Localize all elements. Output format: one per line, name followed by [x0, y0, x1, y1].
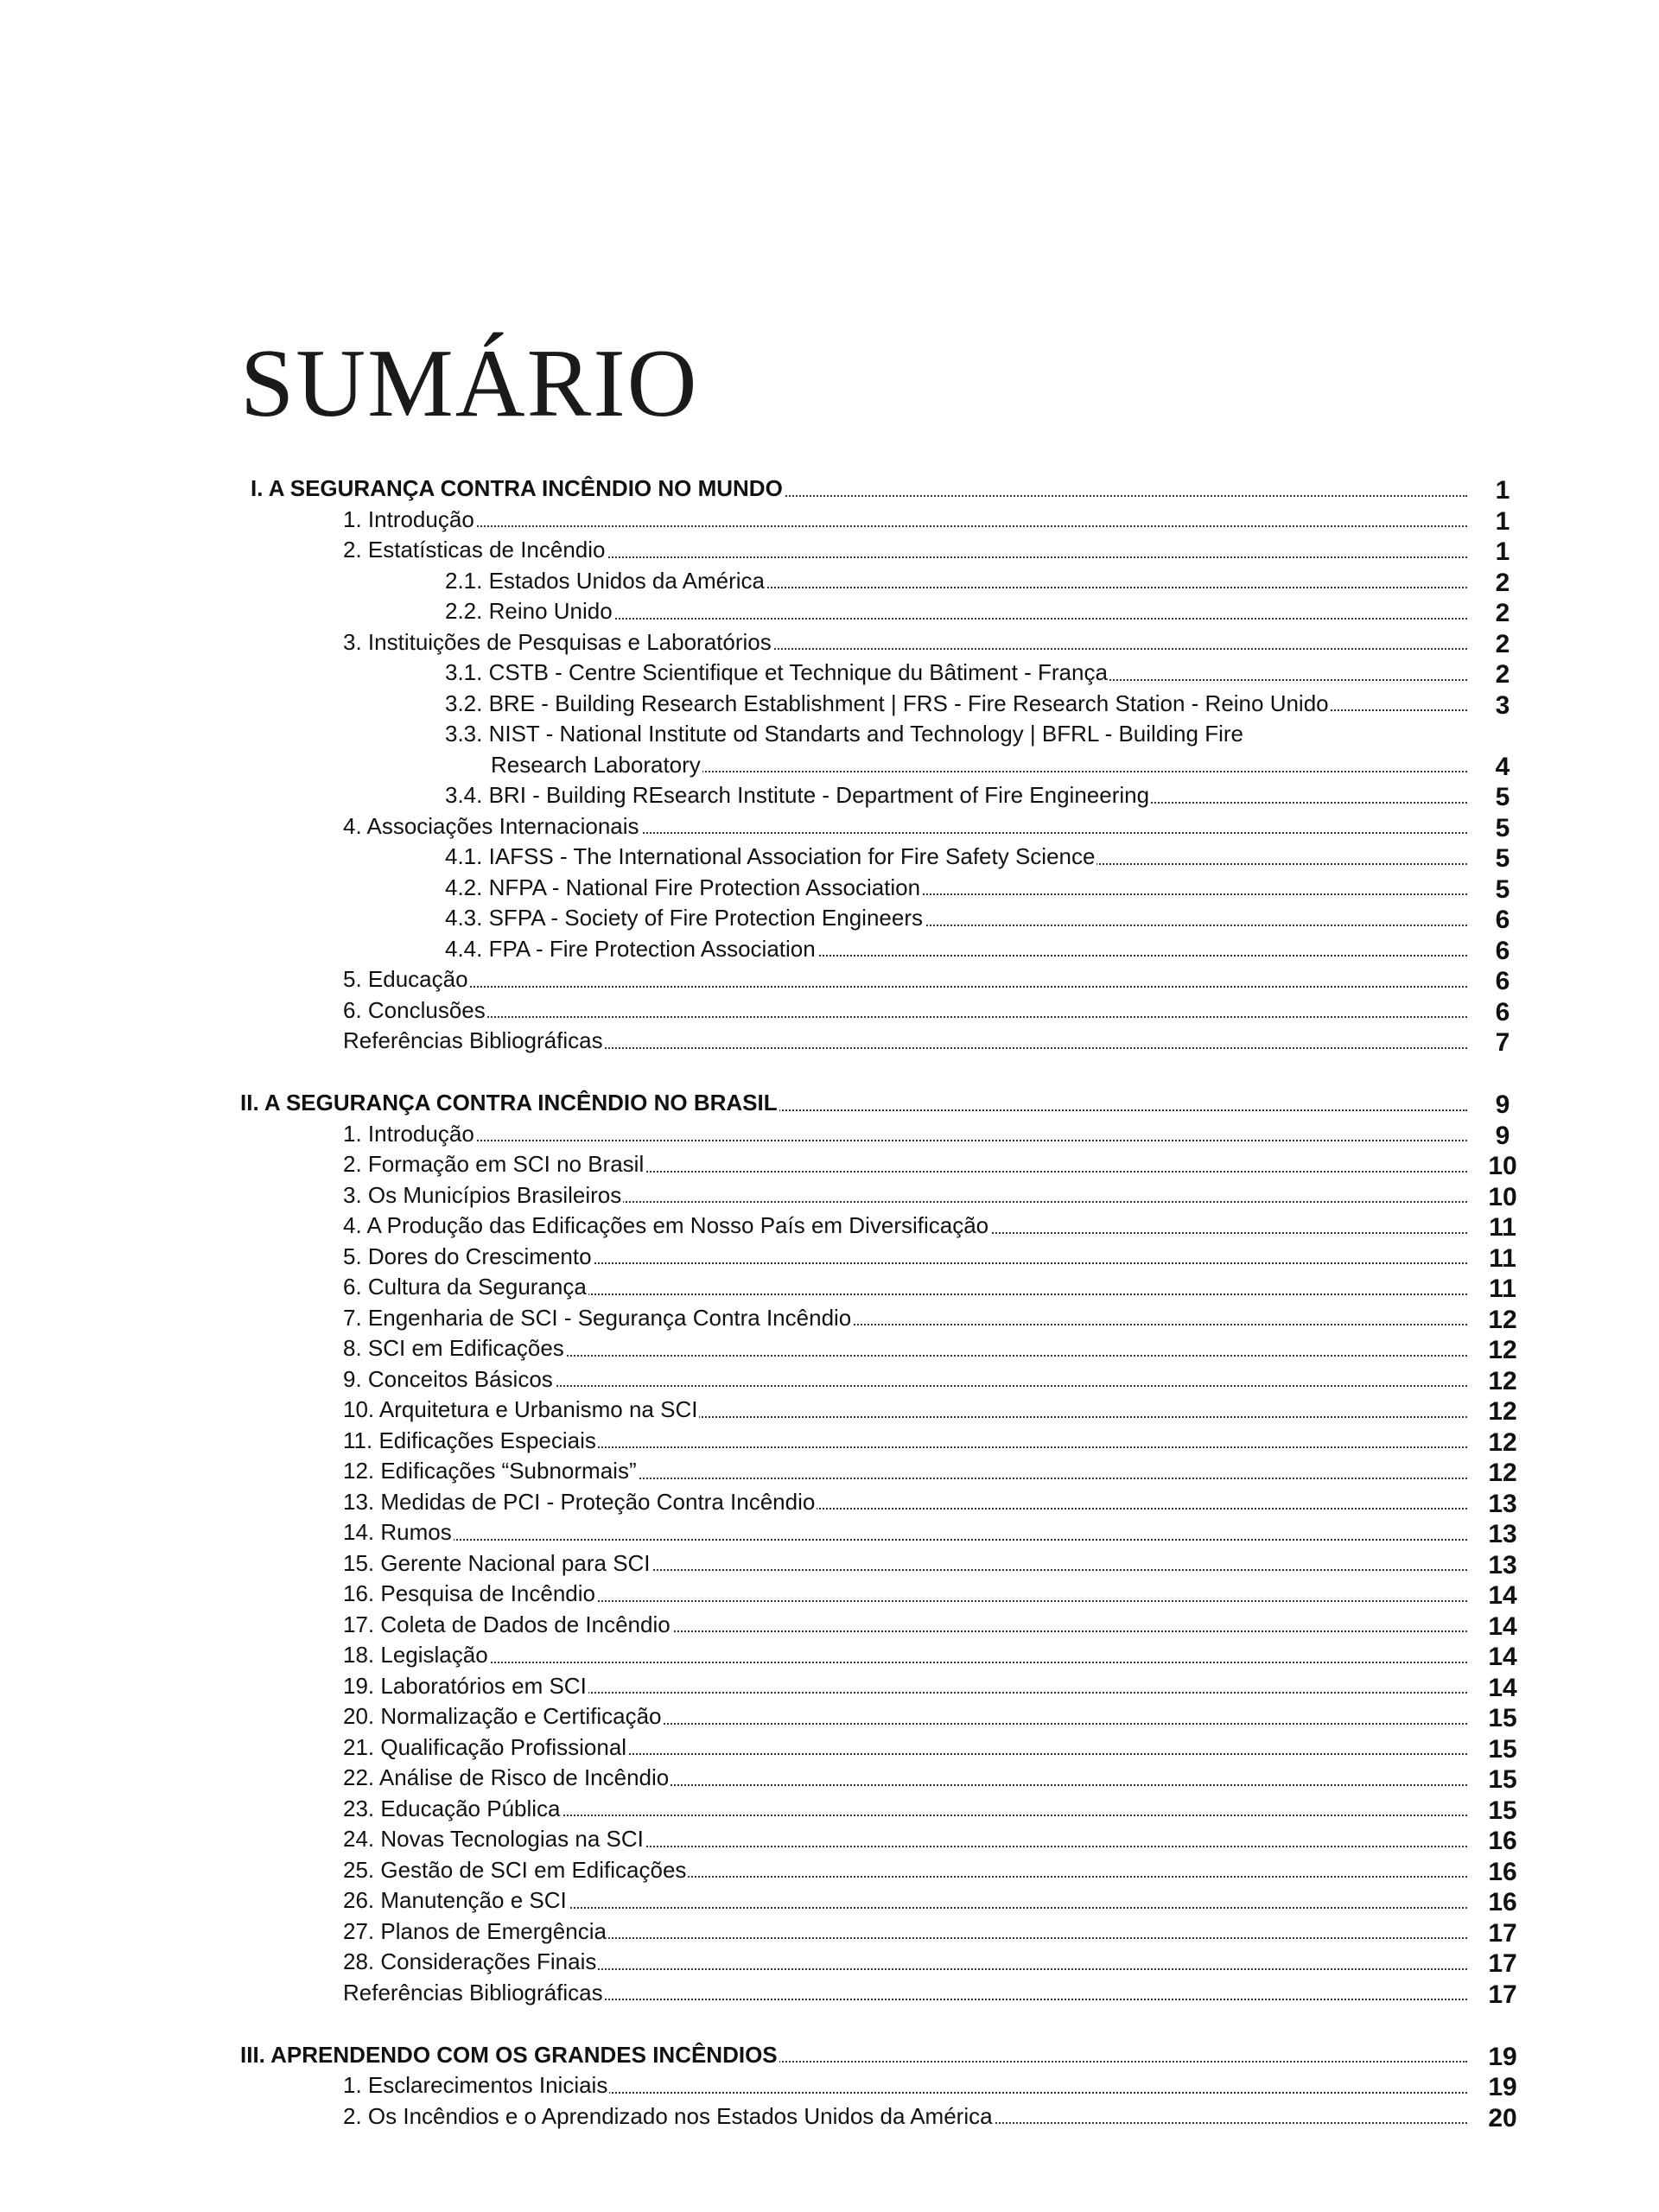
toc-entry[interactable]	[0, 750, 1659, 781]
toc-entry[interactable]	[0, 873, 1659, 904]
toc-entry-label	[343, 1916, 1467, 1948]
toc-heading[interactable]	[0, 474, 1659, 505]
toc-entry-label	[343, 1395, 1467, 1426]
toc-entry[interactable]	[0, 1548, 1659, 1580]
toc-page-number: 16	[1488, 1857, 1517, 1886]
toc-entry-label	[343, 995, 1467, 1027]
toc-entry-text: 7. Engenharia de SCI - Segurança Contra Incêndio	[343, 1304, 852, 1331]
toc-page-number: 11	[1489, 1213, 1516, 1242]
toc-entry-text: 24. Novas Tecnologias na SCI	[343, 1826, 644, 1852]
toc-entry-label	[343, 1610, 1467, 1641]
toc-entry-text: 5. Dores do Crescimento	[343, 1243, 592, 1269]
toc-page-number: 12	[1488, 1397, 1517, 1426]
toc-entry-text: 25. Gestão de SCI em Edificações	[343, 1856, 687, 1883]
toc-entry-label	[343, 1640, 1467, 1671]
toc-page-number: 10	[1488, 1152, 1517, 1180]
toc-entry-text: 11. Edificações Especiais	[343, 1427, 596, 1453]
toc-entry-text: 6. Cultura da Segurança	[343, 1274, 587, 1300]
toc-entry-text: 1. Esclarecimentos Iniciais	[343, 2072, 608, 2098]
toc-entry-text: 22. Análise de Risco de Incêndio	[343, 1764, 670, 1790]
toc-entry-text: 10. Arquitetura e Urbanismo na SCI	[343, 1396, 698, 1422]
toc-entry-text: 4.2. NFPA - National Fire Protection Association	[445, 874, 921, 900]
toc-page-number: 10	[1488, 1182, 1517, 1211]
toc-page-number: 2	[1495, 660, 1510, 689]
toc-entry[interactable]	[0, 780, 1659, 811]
toc-entry-label	[343, 2070, 1467, 2101]
toc-page-number: 2	[1495, 568, 1510, 597]
toc-entry[interactable]	[0, 1916, 1659, 1948]
toc-entry-text: 27. Planos de Emergência	[343, 1917, 607, 1944]
toc-page-number: 11	[1489, 1274, 1516, 1303]
toc-page-number: 2	[1495, 629, 1510, 658]
toc-entry-label	[343, 1732, 1467, 1764]
toc-entry-text: 3.1. CSTB - Centre Scientifique et Technique du Bâtiment - França	[445, 659, 1108, 685]
toc-entry-label	[343, 1272, 1467, 1303]
toc-page-number: 15	[1488, 1734, 1517, 1764]
toc-page-number: 19	[1488, 2042, 1517, 2071]
toc-entry-text: 4. Associações Internacionais	[343, 812, 639, 839]
toc-entry[interactable]	[0, 903, 1659, 934]
toc-entry-label	[343, 535, 1467, 566]
table-of-contents	[0, 474, 1659, 2132]
toc-entry[interactable]	[0, 811, 1659, 842]
toc-entry-label	[343, 1548, 1467, 1580]
toc-entry-label	[445, 596, 1467, 627]
toc-page-number: 5	[1495, 783, 1510, 811]
toc-entry-text: Referências Bibliográficas	[343, 1979, 603, 2005]
toc-page-number: 1	[1495, 506, 1510, 536]
toc-page-number: 13	[1488, 1489, 1517, 1518]
toc-page-number: 12	[1488, 1459, 1517, 1487]
toc-entry-text: 18. Legislação	[343, 1642, 488, 1668]
toc-entry-text: Research Laboratory	[491, 751, 701, 778]
toc-entry-text: 3.2. BRE - Building Research Establishment | FRS - Fire Research Station - Reino Unido	[445, 690, 1329, 716]
toc-entry-text: 1. Introdução	[343, 1120, 474, 1147]
toc-entry-label	[343, 1456, 1467, 1487]
toc-entry[interactable]	[0, 1517, 1659, 1548]
toc-entry[interactable]	[0, 627, 1659, 658]
toc-entry[interactable]	[0, 1947, 1659, 1978]
toc-entry-label	[343, 1119, 1467, 1150]
toc-entry-text: 2. Os Incêndios e o Aprendizado nos Estados Unidos da América	[343, 2102, 993, 2129]
toc-entry-text: 3. Instituições de Pesquisas e Laboratórios	[343, 628, 772, 655]
toc-entry-text: 14. Rumos	[343, 1519, 452, 1545]
toc-entry-label	[343, 1211, 1467, 1242]
toc-entry-text: 8. SCI em Edificações	[343, 1335, 564, 1361]
toc-entry-label	[445, 873, 1467, 904]
toc-entry-text: 3.4. BRI - Building REsearch Institute - Department of Fire Engineering	[445, 782, 1150, 808]
section-gap	[0, 1057, 1659, 1089]
toc-entry[interactable]	[0, 1303, 1659, 1334]
toc-page-number: 3	[1495, 690, 1510, 720]
toc-page-number: 1	[1495, 537, 1510, 566]
toc-entry[interactable]	[0, 1119, 1659, 1150]
toc-entry-label	[445, 934, 1467, 965]
toc-entry-label	[343, 627, 1467, 658]
toc-entry[interactable]	[0, 1333, 1659, 1364]
toc-page-number: 7	[1495, 1028, 1510, 1057]
toc-entry-label	[445, 780, 1467, 811]
toc-entry-label	[343, 1426, 1467, 1457]
toc-page-number: 1	[1495, 476, 1510, 505]
toc-entry-label	[240, 2040, 1467, 2071]
toc-entry-label	[343, 1364, 1467, 1395]
toc-page-number: 6	[1495, 967, 1510, 995]
toc-page-number: 20	[1488, 2103, 1517, 2133]
toc-entry-text: 6. Conclusões	[343, 996, 486, 1023]
toc-entry-text: III. APRENDENDO COM OS GRANDES INCÊNDIOS	[240, 2041, 778, 2068]
toc-entry-label	[343, 964, 1467, 995]
toc-page-number: 5	[1495, 874, 1510, 904]
toc-page-number: 12	[1488, 1427, 1517, 1457]
toc-entry-label	[343, 1579, 1467, 1610]
toc-entry[interactable]	[0, 1395, 1659, 1426]
toc-entry-text: 19. Laboratórios em SCI	[343, 1672, 587, 1699]
toc-entry-label	[343, 1671, 1467, 1702]
toc-entry-text: 9. Conceitos Básicos	[343, 1365, 553, 1392]
toc-entry[interactable]	[0, 1671, 1659, 1702]
toc-entry-text: 2. Formação em SCI no Brasil	[343, 1151, 645, 1177]
toc-entry-text: 3. Os Municípios Brasileiros	[343, 1181, 622, 1208]
toc-entry[interactable]	[0, 1026, 1659, 1057]
toc-page-number: 4	[1495, 752, 1510, 781]
toc-entry[interactable]	[0, 658, 1659, 689]
toc-entry-text: 4.3. SFPA - Society of Fire Protection Engineers	[445, 905, 923, 931]
toc-entry-label	[445, 842, 1467, 873]
toc-entry-text: 17. Coleta de Dados de Incêndio	[343, 1611, 671, 1637]
toc-entry-text: 12. Edificações “Subnormais”	[343, 1458, 637, 1484]
toc-entry-label	[343, 1303, 1467, 1334]
toc-entry-text: 13. Medidas de PCI - Proteção Contra Incêndio	[343, 1488, 816, 1515]
toc-page-number: 17	[1488, 1918, 1517, 1948]
toc-entry[interactable]	[0, 1701, 1659, 1732]
toc-entry[interactable]	[0, 566, 1659, 597]
toc-entry[interactable]	[0, 1149, 1659, 1180]
toc-page-number: 2	[1495, 599, 1510, 627]
toc-entry-label	[343, 1026, 1467, 1057]
toc-entry-text: 5. Educação	[343, 966, 468, 992]
toc-entry-text: 2.2. Reino Unido	[445, 598, 613, 624]
toc-entry-label	[343, 1978, 1467, 2009]
toc-entry[interactable]	[0, 689, 1659, 720]
toc-entry-text: Referências Bibliográficas	[343, 1027, 603, 1053]
toc-entry-text: 1. Introdução	[343, 505, 474, 532]
toc-page-number: 19	[1488, 2073, 1517, 2101]
toc-entry[interactable]	[0, 535, 1659, 566]
toc-entry[interactable]	[0, 1364, 1659, 1395]
toc-page-number: 5	[1495, 813, 1510, 842]
toc-entry-label	[343, 1517, 1467, 1548]
toc-page-number: 12	[1488, 1336, 1517, 1364]
toc-entry[interactable]	[0, 964, 1659, 995]
toc-entry[interactable]	[0, 2101, 1659, 2133]
toc-section	[0, 2040, 1659, 2133]
toc-entry-text: 21. Qualificação Profissional	[343, 1733, 627, 1760]
toc-entry-label	[445, 689, 1467, 720]
toc-entry[interactable]	[0, 934, 1659, 965]
toc-entry[interactable]	[0, 1732, 1659, 1764]
toc-page-number: 12	[1488, 1366, 1517, 1395]
toc-entry[interactable]	[0, 1579, 1659, 1610]
toc-entry-label	[343, 1487, 1467, 1518]
toc-page-number: 6	[1495, 997, 1510, 1027]
toc-page-number: 16	[1488, 1888, 1517, 1916]
toc-page-number: 9	[1495, 1090, 1510, 1119]
toc-entry[interactable]	[0, 596, 1659, 627]
toc-entry-text: 2.1. Estados Unidos da América	[445, 567, 765, 594]
toc-entry-label	[343, 1701, 1467, 1732]
toc-section	[0, 1088, 1659, 2008]
toc-entry-text: 2. Estatísticas de Incêndio	[343, 537, 606, 563]
toc-entry[interactable]	[0, 1978, 1659, 2009]
toc-entry[interactable]	[0, 1763, 1659, 1794]
toc-entry-label	[343, 2101, 1467, 2133]
toc-entry[interactable]	[0, 719, 1659, 750]
toc-entry-label	[491, 750, 1467, 781]
toc-entry[interactable]	[0, 1242, 1659, 1273]
toc-entry[interactable]	[0, 1794, 1659, 1825]
toc-entry-label	[251, 474, 1467, 505]
toc-entry-text: I. A SEGURANÇA CONTRA INCÊNDIO NO MUNDO	[251, 475, 783, 501]
toc-entry[interactable]	[0, 1426, 1659, 1457]
toc-entry-label	[343, 1824, 1467, 1855]
section-gap	[0, 2008, 1659, 2040]
toc-page-number	[1481, 721, 1524, 752]
toc-page-number: 11	[1489, 1243, 1516, 1273]
toc-entry-label	[343, 1794, 1467, 1825]
toc-entry[interactable]	[0, 505, 1659, 536]
toc-entry[interactable]	[0, 1885, 1659, 1916]
toc-entry-label	[445, 658, 1467, 689]
toc-entry-text: 16. Pesquisa de Incêndio	[343, 1580, 595, 1606]
toc-entry[interactable]	[0, 1487, 1659, 1518]
toc-page-number: 13	[1488, 1520, 1517, 1548]
toc-entry-label	[343, 1149, 1467, 1180]
toc-page-number: 5	[1495, 844, 1510, 873]
toc-page-number: 13	[1488, 1550, 1517, 1580]
toc-entry-text: 4. A Produção das Edificações em Nosso País em Diversificação	[343, 1212, 989, 1238]
toc-entry-label	[343, 1763, 1467, 1794]
toc-entry-label	[240, 1088, 1467, 1119]
toc-entry[interactable]	[0, 1180, 1659, 1211]
toc-entry-label	[343, 1180, 1467, 1211]
toc-entry-label	[343, 1885, 1467, 1916]
toc-entry[interactable]	[0, 1610, 1659, 1641]
toc-entry-label	[343, 1242, 1467, 1273]
toc-entry-text: 20. Normalização e Certificação	[343, 1703, 662, 1729]
toc-heading[interactable]	[0, 2040, 1659, 2071]
toc-entry-text: 23. Educação Pública	[343, 1795, 561, 1821]
toc-entry-text: 4.4. FPA - Fire Protection Association	[445, 935, 816, 962]
toc-page-number: 9	[1495, 1121, 1510, 1150]
toc-entry[interactable]	[0, 1272, 1659, 1303]
toc-page-number: 12	[1488, 1305, 1517, 1334]
toc-section	[0, 474, 1659, 1057]
toc-entry[interactable]	[0, 995, 1659, 1027]
toc-heading[interactable]	[0, 1088, 1659, 1119]
toc-entry-text: 3.3. NIST - National Institute od Standarts and Technology | BFRL - Building Fire	[445, 721, 1243, 747]
toc-page-number: 14	[1488, 1673, 1517, 1702]
toc-page-number: 15	[1488, 1765, 1517, 1794]
toc-entry-label	[445, 903, 1467, 934]
toc-entry[interactable]	[0, 1855, 1659, 1886]
toc-page-number: 6	[1495, 906, 1510, 934]
toc-page-number: 14	[1488, 1581, 1517, 1610]
toc-page-number: 14	[1488, 1643, 1517, 1671]
toc-entry-text: II. A SEGURANÇA CONTRA INCÊNDIO NO BRASIL	[240, 1090, 778, 1116]
toc-page-number: 17	[1488, 1949, 1517, 1978]
page-title: SUMÁRIO	[240, 330, 699, 437]
toc-page-number: 6	[1495, 936, 1510, 965]
toc-entry-label	[343, 505, 1467, 536]
toc-page-number: 15	[1488, 1796, 1517, 1825]
toc-entry-text: 4.1. IAFSS - The International Association for Fire Safety Science	[445, 843, 1096, 869]
toc-entry-label	[343, 811, 1467, 842]
toc-page-number: 17	[1488, 1980, 1517, 2009]
toc-entry[interactable]	[0, 1640, 1659, 1671]
toc-entry[interactable]	[0, 1211, 1659, 1242]
toc-entry-label	[343, 1855, 1467, 1886]
toc-entry-text: 26. Manutenção e SCI	[343, 1887, 567, 1913]
toc-page-number: 16	[1488, 1827, 1517, 1855]
toc-entry[interactable]	[0, 1824, 1659, 1855]
toc-entry[interactable]	[0, 842, 1659, 873]
toc-entry-text: 15. Gerente Nacional para SCI	[343, 1549, 651, 1576]
toc-entry[interactable]	[0, 1456, 1659, 1487]
toc-page-number: 14	[1488, 1611, 1517, 1641]
toc-entry-label	[445, 566, 1467, 597]
toc-page-number: 15	[1488, 1704, 1517, 1732]
toc-entry-label	[343, 1947, 1467, 1978]
toc-entry-label	[445, 719, 1467, 750]
toc-entry-text: 28. Considerações Finais	[343, 1948, 597, 1974]
toc-entry[interactable]	[0, 2070, 1659, 2101]
toc-entry-label	[343, 1333, 1467, 1364]
